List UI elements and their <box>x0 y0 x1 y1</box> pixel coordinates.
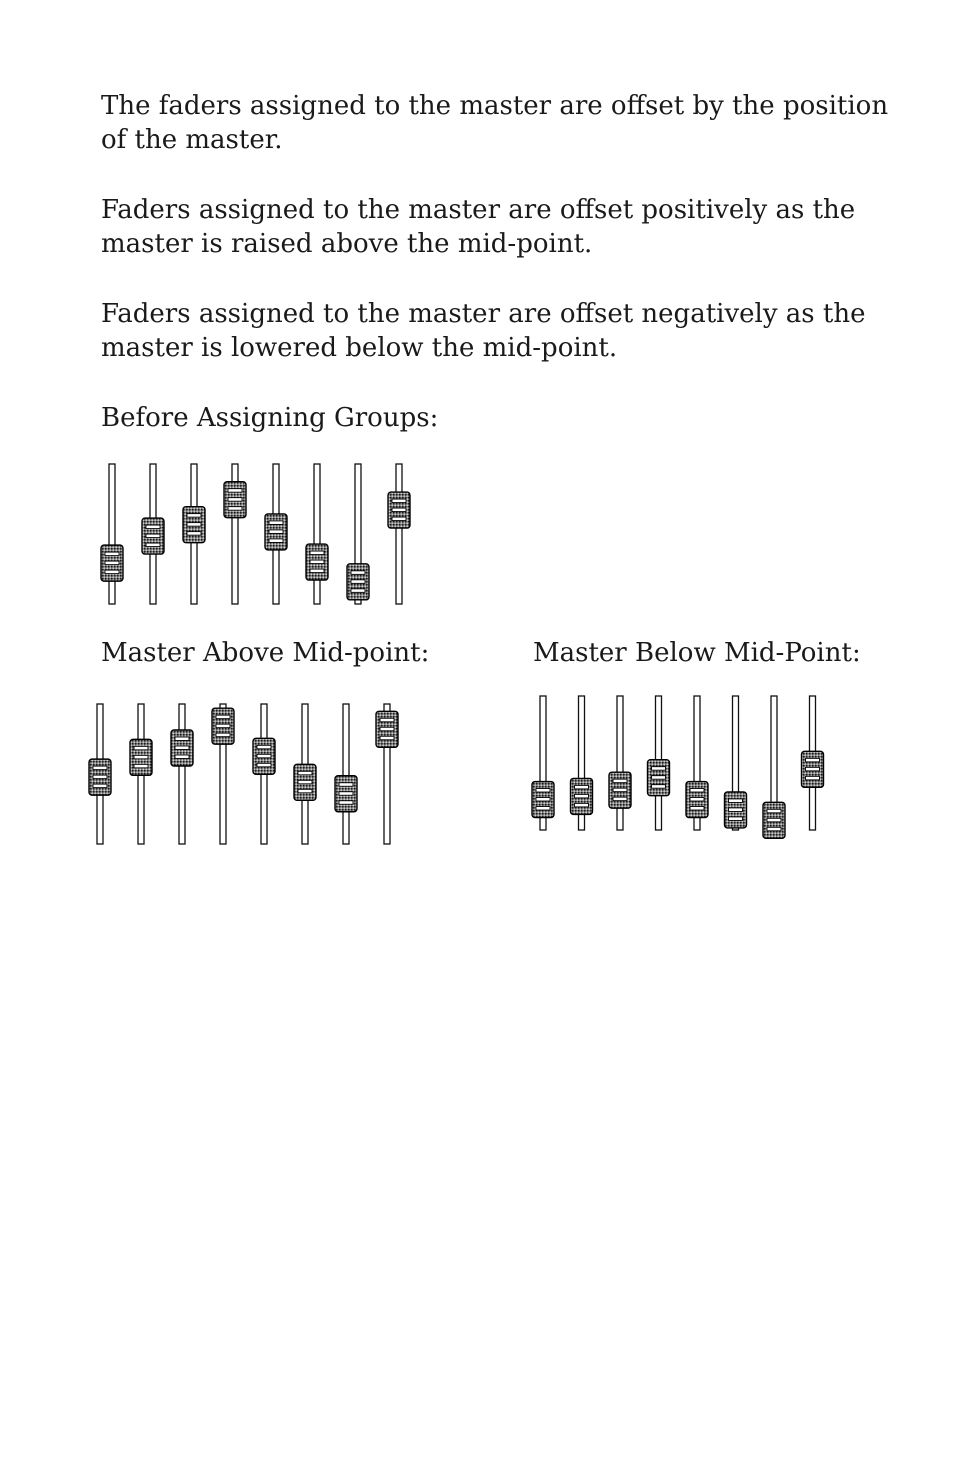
fader-cap-grip <box>806 758 820 762</box>
fader-cap-grip <box>228 507 242 511</box>
fader-cap-grip <box>134 764 148 768</box>
fader-cap-grip <box>380 736 394 740</box>
fader-cap-grip <box>310 551 324 555</box>
fader-before-6 <box>306 464 328 604</box>
fader-cap-grip <box>767 809 781 813</box>
fader-cap-grip <box>536 807 550 811</box>
fader-cap-grip <box>806 776 820 780</box>
fader-above-6 <box>294 704 316 844</box>
fader-below-3 <box>609 696 631 830</box>
fader-cap-grip <box>175 755 189 759</box>
fader-cap-grip <box>216 724 230 728</box>
fader-cap-grip <box>93 766 107 770</box>
fader-cap-grip <box>351 589 365 593</box>
fader-cap-grip <box>134 746 148 750</box>
fader-above-8 <box>376 704 398 844</box>
fader-cap-grip <box>339 792 353 796</box>
fader-cap-grip <box>536 798 550 802</box>
fader-above-2 <box>130 704 152 844</box>
fader-cap-grip <box>729 817 743 821</box>
fader-cap-grip <box>652 785 666 789</box>
fader-above-7 <box>335 704 357 844</box>
fader-cap-grip <box>105 561 119 565</box>
fader-cap-grip <box>351 571 365 575</box>
fader-cap-grip <box>146 534 160 538</box>
fader-above-4 <box>212 704 234 844</box>
fader-cap-grip <box>216 715 230 719</box>
fader-cap-grip <box>575 803 589 807</box>
fader-cap-grip <box>93 775 107 779</box>
fader-cap-grip <box>690 807 704 811</box>
fader-cap-grip <box>652 767 666 771</box>
fader-cap-grip <box>613 779 627 783</box>
fader-cap-grip <box>187 523 201 527</box>
fader-cap-grip <box>729 799 743 803</box>
fader-cap-grip <box>257 754 271 758</box>
fader-cap-grip <box>105 552 119 556</box>
paragraph-offset-positive: Faders assigned to the master are offset positively as the master is raised above the mid-point. <box>101 195 856 259</box>
fader-cap-grip <box>298 780 312 784</box>
fader-before-2 <box>142 464 164 604</box>
fader-cap-grip <box>310 569 324 573</box>
fader-cap-grip <box>269 530 283 534</box>
fader-cap-grip <box>175 737 189 741</box>
fader-cap-grip <box>310 560 324 564</box>
fader-cap-grip <box>380 718 394 722</box>
fader-cap-grip <box>146 525 160 529</box>
fader-cap-grip <box>729 808 743 812</box>
fader-above-1 <box>89 704 111 844</box>
fader-track <box>109 464 115 604</box>
fader-cap-grip <box>351 580 365 584</box>
fader-cap-grip <box>216 733 230 737</box>
fader-cap-grip <box>392 508 406 512</box>
fader-cap-grip <box>105 570 119 574</box>
fader-cap-grip <box>690 789 704 793</box>
fader-above-5 <box>253 704 275 844</box>
fader-cap-grip <box>269 539 283 543</box>
fader-cap-grip <box>339 801 353 805</box>
caption-master-above: Master Above Mid-point: <box>101 638 430 668</box>
fader-cap-grip <box>298 789 312 793</box>
fader-below-7 <box>763 696 785 838</box>
fader-cap-grip <box>298 771 312 775</box>
fader-cap-grip <box>806 767 820 771</box>
fader-bank-master-above <box>84 698 404 854</box>
fader-cap-grip <box>146 543 160 547</box>
fader-cap-grip <box>187 514 201 518</box>
fader-cap-grip <box>257 763 271 767</box>
fader-track <box>343 704 349 844</box>
fader-cap-grip <box>175 746 189 750</box>
fader-below-4 <box>648 696 670 830</box>
fader-cap-grip <box>257 745 271 749</box>
fader-bank-master-below <box>527 690 827 860</box>
fader-cap-grip <box>767 818 781 822</box>
fader-track <box>179 704 185 844</box>
fader-cap-grip <box>690 798 704 802</box>
fader-below-2 <box>571 696 593 830</box>
fader-below-6 <box>725 696 747 830</box>
fader-cap-grip <box>575 785 589 789</box>
fader-cap-grip <box>269 521 283 525</box>
fader-below-1 <box>532 696 554 830</box>
fader-before-1 <box>101 464 123 604</box>
fader-cap-grip <box>575 794 589 798</box>
fader-cap-grip <box>228 498 242 502</box>
fader-cap-grip <box>613 797 627 801</box>
fader-cap-grip <box>187 532 201 536</box>
fader-cap-grip <box>392 499 406 503</box>
fader-track <box>617 696 623 830</box>
fader-track <box>314 464 320 604</box>
fader-track <box>396 464 402 604</box>
fader-cap-grip <box>93 784 107 788</box>
fader-cap-grip <box>228 489 242 493</box>
fader-before-4 <box>224 464 246 604</box>
fader-cap-grip <box>652 776 666 780</box>
paragraph-offset-intro: The faders assigned to the master are offset by the position of the master. <box>101 91 889 155</box>
fader-below-5 <box>686 696 708 830</box>
fader-before-8 <box>388 464 410 604</box>
fader-above-3 <box>171 704 193 844</box>
fader-cap-grip <box>380 727 394 731</box>
fader-cap-grip <box>767 827 781 831</box>
fader-cap-grip <box>134 755 148 759</box>
fader-cap-grip <box>392 517 406 521</box>
fader-before-3 <box>183 464 205 604</box>
fader-before-7 <box>347 464 369 604</box>
fader-cap-grip <box>339 783 353 787</box>
fader-bank-before <box>96 458 416 614</box>
fader-cap-grip <box>536 789 550 793</box>
caption-before-assigning: Before Assigning Groups: <box>101 403 439 433</box>
fader-before-5 <box>265 464 287 604</box>
paragraph-offset-negative: Faders assigned to the master are offset negatively as the master is lowered below the mid-point. <box>101 299 866 363</box>
fader-cap-grip <box>613 788 627 792</box>
fader-below-8 <box>802 696 824 830</box>
caption-master-below: Master Below Mid-Point: <box>533 638 861 668</box>
